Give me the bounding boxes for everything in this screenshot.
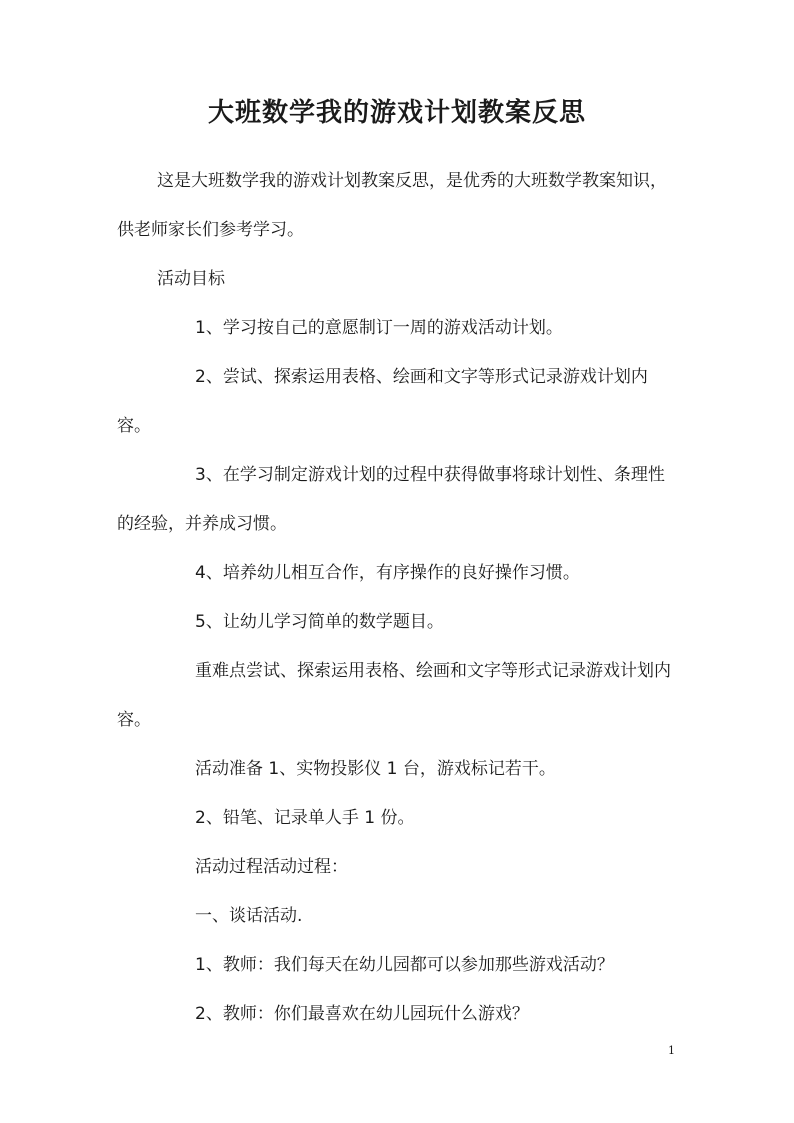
section-heading-goals: 活动目标: [157, 269, 225, 289]
preparation-item-1: 活动准备 1、实物投影仪 1 台，游戏标记若干。: [195, 759, 556, 779]
section-heading-process: 活动过程活动过程：: [195, 857, 348, 877]
document-title: 大班数学我的游戏计划教案反思: [207, 98, 586, 128]
key-difficulty-paragraph: 重难点尝试、探索运用表格、绘画和文字等形式记录游戏计划内容。: [117, 661, 671, 730]
process-question-2: 2、教师：你们最喜欢在幼儿园玩什么游戏？: [195, 1004, 529, 1024]
preparation-item-2: 2、铅笔、记录单人手 1 份。: [195, 808, 415, 828]
goal-item-3: 3、在学习制定游戏计划的过程中获得做事将球计划性、条理性的经验，并养成习惯。: [117, 465, 665, 534]
goal-item-1: 1、学习按自己的意愿制订一周的游戏活动计划。: [195, 318, 563, 338]
process-question-1: 1、教师：我们每天在幼儿园都可以参加那些游戏活动？: [195, 955, 614, 975]
goal-item-4: 4、培养幼儿相互合作，有序操作的良好操作习惯。: [195, 563, 580, 583]
goal-item-5: 5、让幼儿学习简单的数学题目。: [195, 612, 444, 632]
goal-item-2: 2、尝试、探索运用表格、绘画和文字等形式记录游戏计划内容。: [117, 367, 648, 436]
process-step-heading: 一、谈话活动.: [195, 906, 303, 926]
page-number: 1: [668, 1044, 675, 1057]
intro-paragraph: 这是大班数学我的游戏计划教案反思，是优秀的大班数学教案知识，供老师家长们参考学习。: [117, 171, 667, 240]
